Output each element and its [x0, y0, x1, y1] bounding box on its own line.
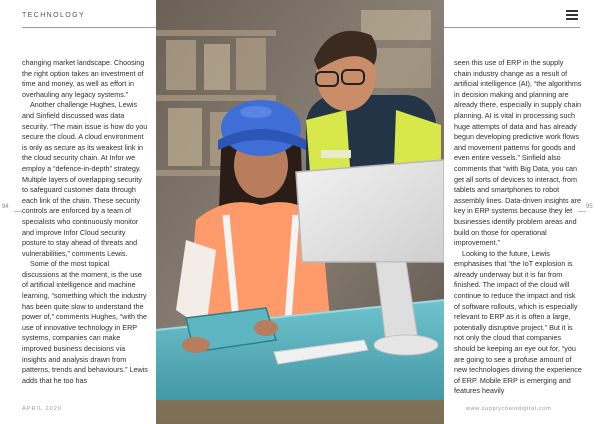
header-divider-right: [444, 27, 580, 28]
warehouse-photo: [156, 0, 444, 424]
paragraph: changing market landscape. Choosing the right option takes an investment of time and money, as well as effort in overhauling any legacy systems.”: [22, 58, 145, 99]
paragraph: Some of the most topical discussions at the moment, is the use of artificial intelligence and machine learning, “something which the industry has been quite slow to understand the power of,” comments Hughes, “with the use of innovative technology in ERP systems, companies can make improved business decisions via insights and analysis drawn from patterns, trends and behaviours.” Lewis adds that he too has: [22, 259, 148, 385]
paragraph: seen this use of ERP in the supply chain industry change as a result of artificial intelligence (AI), “the algorithms in decision making and planning are already there, especially in supply chain planning. AI is vital in processing such huge attempts of data and has already begun developing predictive work flows and movement patterns for goods and even entire vessels.” Sinfield also comments that “with Big Data, you can get all sorts of devices to interact, from tablets and smartphones to robot assembly lines. Data-driven insights are key in ERP systems because they let businesses identify problem areas and build on those for operational improvement.”: [454, 58, 582, 248]
page-number-left: 94: [2, 204, 9, 210]
website-link[interactable]: www.supplychaindigital.com: [466, 406, 552, 412]
page-number-rule-right: [578, 211, 586, 212]
page-number-rule-left: [14, 211, 22, 212]
page-number-right: 95: [586, 204, 593, 210]
issue-date: APRIL 2020: [22, 406, 62, 412]
left-text-column: [22, 58, 148, 386]
section-title: TECHNOLOGY: [22, 12, 86, 19]
paragraph: Another challenge Hughes, Lewis and Sinfield discussed was data security. “The main issue is how do you secure the cloud. A cloud environment is only as secure as its weakest link in the cloud security chain. At Infor we employ a “defence-in-depth” strategy. Multiple layers of overlapping security to safeguard customer data through each link of the chain. These security controls are enforced by a team of specialists who continuously monitor and improve Infor Cloud security posture to stay ahead of threats and vulnerabilities,” comments Lewis.: [22, 100, 148, 258]
paragraph: Looking to the future, Lewis emphasises that “the IoT explosion is already underway but it is far from finished. The impact of the cloud will continue to reduce the impact and risk of software rollouts, which is especially relevant to ERP as it is often a large, potentially disruptive project.” But it is not only the cloud that companies should be keeping an eye out for, “you are going to see a profuse amount of new technologies driving the experience of ERP. Mobile ERP is emerging and features heavily: [454, 248, 582, 396]
right-text-column: [454, 58, 582, 397]
header-divider-left: [22, 27, 156, 28]
hamburger-menu-icon[interactable]: [566, 10, 578, 20]
